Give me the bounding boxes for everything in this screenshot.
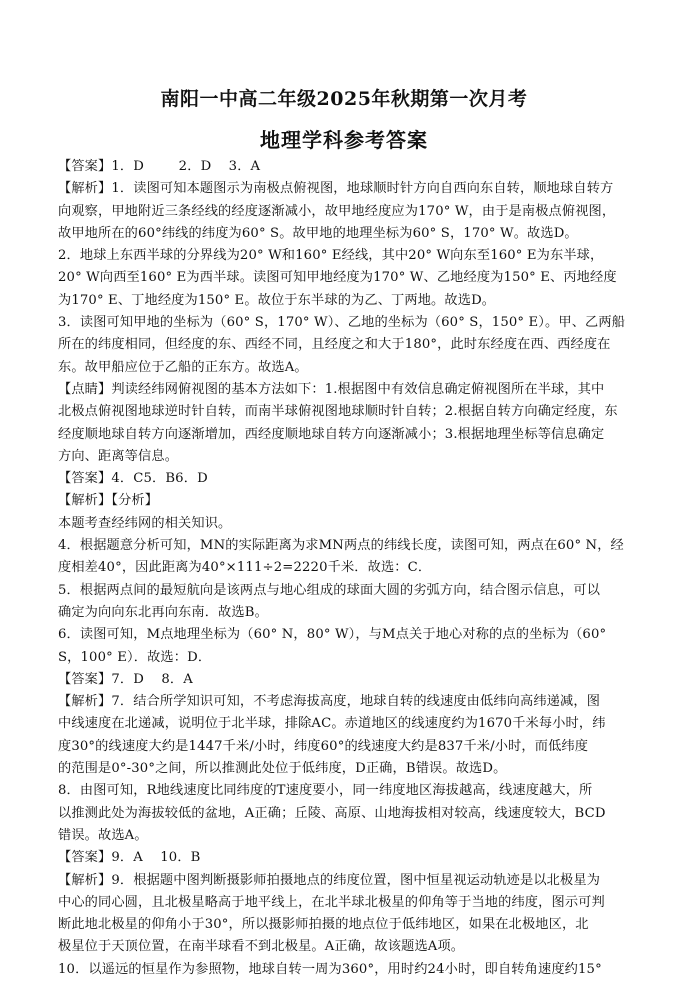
text-line: 2．地球上东西半球的分界线为20° W和160° E经线，其中20° W向东至160° E为东半球， xyxy=(58,248,604,264)
text-line: 【点睛】判读经纬网俯视图的基本方法如下：1.根据图中有效信息确定俯视图所在半球，其中 xyxy=(58,381,605,397)
document-subtitle: 地理学科参考答案 xyxy=(260,128,428,152)
text-line: 北极点俯视图地球逆时针自转，而南半球俯视图地球顺时针自转；2.根据自转方向确定经度，东 xyxy=(58,404,618,420)
text-line: 【答案】9．A 10．B xyxy=(58,850,201,866)
text-line: 度相差40°，因此距离为40°×111÷2=2220千米．故选：C． xyxy=(58,560,432,576)
text-line: 【解析】1．读图可知本题图示为南极点俯视图，地球顺时针方向自西向东自转，顺地球自转方 xyxy=(58,181,614,197)
text-line: 错误。故选A。 xyxy=(58,827,148,843)
text-line: 【解析】7．结合所学知识可知，不考虑海拔高度，地球自转的线速度由低纬向高纬递减，图 xyxy=(58,694,601,710)
text-line: 20° W向西至160° E为西半球。读图可知甲地经度为170° W、乙地经度为150° E、丙地经度 xyxy=(58,270,617,286)
text-line: 故甲地所在的60°纬线的纬度为60° S。故甲地的地理坐标为60° S，170° W。故选D。 xyxy=(58,225,578,241)
text-line: 本题考查经纬网的相关知识。 xyxy=(58,515,232,531)
text-line: 中线速度在北递减，说明位于北半球，排除AC。赤道地区的线速度约为1670千米每小时，纬 xyxy=(58,716,606,732)
text-line: 4．根据题意分析可知，MN的实际距离为求MN两点的纬线长度，读图可知，两点在60° N，经 xyxy=(58,538,624,554)
text-line: 以推测此处为海拔较低的盆地，A正确；丘陵、高原、山地海拔相对较高，线速度较大，BCD xyxy=(58,805,606,821)
text-line: 3．读图可知甲地的坐标为（60° S，170° W）、乙地的坐标为（60° S，150° E）。甲、乙两船 xyxy=(58,315,626,331)
text-line: 度30°的线速度大约是1447千米/小时，纬度60°的线速度大约是837千米/小时，而低纬度 xyxy=(58,738,589,754)
text-line: 【答案】4．C5．B6．D xyxy=(58,471,208,487)
text-line: 方向、距离等信息。 xyxy=(58,448,179,464)
text-line: 向观察，甲地附近三条经线的经度逐渐减小，故甲地经度应为170° W，由于是南极点俯视图， xyxy=(58,203,616,219)
text-line: 经度顺地球自转方向逐渐增加，西经度顺地球自转方向逐渐减小；3.根据地理坐标等信息确定 xyxy=(58,426,605,442)
text-line: 为170° E、丁地经度为150° E。故位于东半球的为乙、丁两地。故选D。 xyxy=(58,292,496,308)
text-line: 的范围是0°-30°之间，所以推测此处位于低纬度，D正确，B错误。故选D。 xyxy=(58,761,507,777)
text-line: 【答案】7．D 8．A xyxy=(58,671,193,687)
text-line: S，100° E）．故选：D． xyxy=(58,649,212,665)
text-line: 8．由图可知，R地线速度比同纬度的T速度要小，同一纬度地区海拔越高，线速度越大，所 xyxy=(58,783,593,799)
text-line: 【解析】【分析】 xyxy=(58,493,159,509)
text-line: 断此地北极星的仰角小于30°，所以摄影师拍摄的地点位于低纬地区，如果在北极地区，北 xyxy=(58,917,589,933)
text-line: 东。故甲船应位于乙船的正东方。故选A。 xyxy=(58,359,308,375)
text-line: 极星位于天顶位置，在南半球看不到北极星。A正确，故该题选A项。 xyxy=(58,939,465,955)
text-line: 中心的同心圆，且北极星略高于地平线上，在北半球北极星的仰角等于当地的纬度，图示可判 xyxy=(58,894,605,910)
text-line: 【答案】1．D 2．D 3．A xyxy=(58,159,261,174)
answer-body xyxy=(58,156,632,981)
text-line: 【解析】9．根据题中图判断摄影师拍摄地点的纬度位置，图中恒星视运动轨迹是以北极星为 xyxy=(58,872,601,888)
text-line: 5．根据两点间的最短航向是该两点与地心组成的球面大圆的劣弧方向，结合图示信息，可以 xyxy=(58,582,601,598)
text-line: 10．以遥远的恒星作为参照物，地球自转一周为360°，用时约24小时，即自转角速度约15° xyxy=(58,961,602,977)
text-line: 确定为向向东北再向东南．故选B。 xyxy=(58,604,268,620)
text-line: 所在的纬度相同，但经度的东、西经不同，且经度之和大于180°，此时东经度在西、西经度在 xyxy=(58,337,611,353)
text-line: 6．读图可知，M点地理坐标为（60° N，80° W），与M点关于地心对称的点的坐标为（60° xyxy=(58,627,607,643)
document-title: 南阳一中高二年级2025年秋期第一次月考 xyxy=(160,88,528,110)
